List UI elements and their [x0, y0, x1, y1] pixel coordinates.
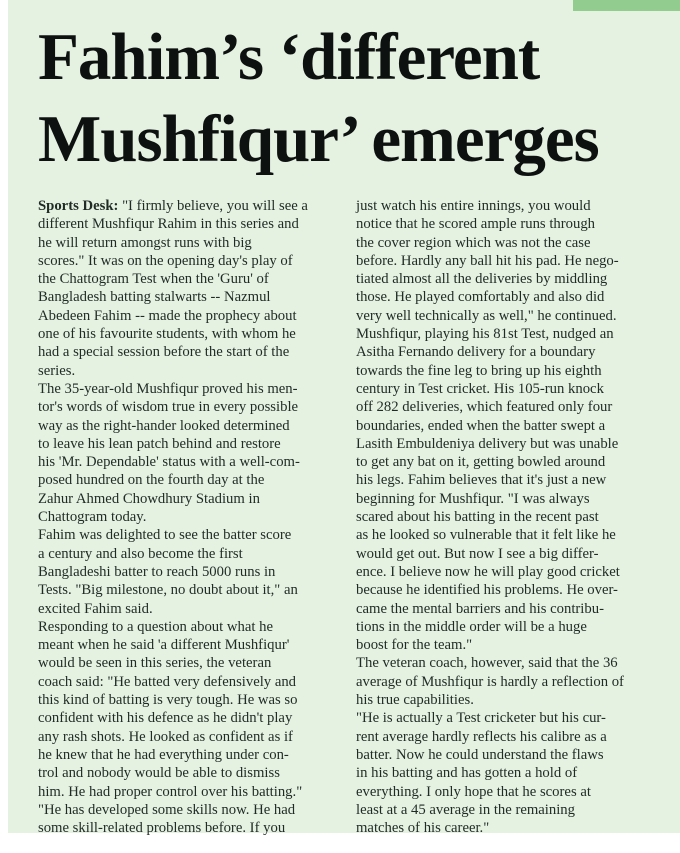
text-line: Abedeen Fahim -- made the prophecy about [38, 307, 297, 324]
text-line: trol and nobody would be able to dismiss [38, 765, 280, 782]
text-line: boundaries, ended when the batter swept a [356, 417, 606, 434]
text-line: towards the fine leg to bring up his eighth [356, 362, 602, 379]
text-line: those. He played comfortably and also did [356, 289, 605, 306]
text-line: average of Mushfiqur is hardly a reflection of [356, 673, 624, 690]
text-line: any rash shots. He looked as confident as if [38, 728, 293, 745]
text-line: he knew that he had everything under con- [38, 746, 289, 763]
text-line: tiated almost all the deliveries by middling [356, 271, 608, 288]
text-line: a century and also become the first [38, 545, 243, 562]
headline-line-2: Mushfiqur’ emerges [38, 102, 599, 176]
text-line: different Mushfiqur Rahim in this series and [38, 216, 299, 233]
text-line: Bangladesh batting stalwarts -- Nazmul [38, 289, 271, 306]
top-right-accent-bar [573, 0, 680, 11]
text-line: rent average hardly reflects his calibre as a [356, 728, 607, 745]
text-line: "He has developed some skills now. He had [38, 801, 296, 818]
text-line: The 35-year-old Mushfiqur proved his men- [38, 380, 298, 397]
text-line: Mushfiqur, playing his 81st Test, nudged an [356, 326, 614, 343]
text-line: his legs. Fahim believes that it's just a new [356, 472, 607, 489]
text-line: tor's words of wisdom true in every possible [38, 399, 299, 416]
text-line: one of his favourite students, with whom he [38, 326, 296, 343]
article-column-right [356, 197, 653, 837]
text-line: posed hundred on the fourth day at the [38, 472, 265, 489]
paragraph [38, 197, 335, 380]
paragraph [38, 526, 335, 617]
text-line: had a special session before the start of the [38, 344, 290, 361]
text-line: just watch his entire innings, you would [356, 198, 591, 214]
text-line: Sports Desk: "I firmly believe, you will see a [38, 198, 308, 214]
text-line: coach said: "He batted very defensively and [38, 673, 297, 690]
headline-line-1: Fahim’s ‘different [38, 20, 540, 94]
text-line: confident with his defence as he didn't play [38, 710, 293, 727]
article-column-left [38, 197, 335, 837]
text-line: Asitha Fernando delivery for a boundary [356, 344, 596, 361]
text-line: "He is actually a Test cricketer but his cur- [356, 710, 606, 727]
text-line: batter. Now he could understand the flaws [356, 746, 604, 763]
text-line: as he looked so vulnerable that it felt like he [356, 527, 616, 544]
text-line: ence. I believe now he will play good cricket [356, 563, 620, 580]
text-line: Zahur Ahmed Chowdhury Stadium in [38, 490, 260, 507]
text-line: Responding to a question about what he [38, 618, 273, 635]
text-line: his 'Mr. Dependable' status with a well-com- [38, 454, 300, 471]
text-line: him. He had proper control over his batting." [38, 783, 303, 800]
text-line: least at a 45 average in the remaining [356, 801, 575, 818]
text-line: tions in the middle order will be a huge [356, 618, 587, 635]
text-line: way as the right-hander looked determined [38, 417, 290, 434]
text-line: would be seen in this series, the veteran [38, 655, 272, 672]
byline-label: Sports Desk: [38, 198, 123, 214]
text-line: notice that he scored ample runs through [356, 216, 596, 233]
text-line: Chattogram today. [38, 509, 147, 526]
text-line: beginning for Mushfiqur. "I was always [356, 490, 590, 507]
text-line: to get any bat on it, getting bowled around [356, 454, 606, 471]
text-line: meant when he said 'a different Mushfiqur' [38, 637, 290, 654]
paragraph [356, 197, 653, 654]
text-line: series. [38, 362, 76, 379]
text-line: in his batting and has gotten a hold of [356, 765, 578, 782]
article-body [8, 180, 680, 837]
text-line: The veteran coach, however, said that the 36 [356, 655, 618, 672]
text-line: the Chattogram Test when the 'Guru' of [38, 271, 269, 288]
text-line: before. Hardly any ball hit his pad. He nego- [356, 252, 619, 269]
text-line: Tests. "Big milestone, no doubt about it," an [38, 582, 298, 599]
text-line: his true capabilities. [356, 692, 474, 709]
paragraph [356, 654, 653, 837]
text-line: Lasith Embuldeniya delivery but was unable [356, 435, 619, 452]
paragraph [38, 618, 335, 801]
text-line: came the mental barriers and his contribu- [356, 600, 604, 617]
newspaper-clipping [8, 0, 680, 837]
text-line: to leave his lean patch behind and restore [38, 435, 281, 452]
text-line: matches of his career." [356, 820, 490, 837]
text-line: some skill-related problems before. If you [38, 820, 286, 837]
text-line: scared about his batting in the recent past [356, 509, 599, 526]
headline [8, 0, 680, 180]
text-line: he will return amongst runs with big [38, 234, 252, 251]
text-line: boost for the team." [356, 637, 473, 654]
text-line: because he identified his problems. He over- [356, 582, 618, 599]
text-line: this kind of batting is very tough. He was so [38, 692, 298, 709]
paragraph [38, 380, 335, 526]
text-line: century in Test cricket. His 105-run knock [356, 380, 604, 397]
text-line: everything. I only hope that he scores at [356, 783, 591, 800]
text-line: very well technically as well," he continued. [356, 307, 617, 324]
text-line: Bangladeshi batter to reach 5000 runs in [38, 563, 276, 580]
text-line: Fahim was delighted to see the batter score [38, 527, 292, 544]
text-line: excited Fahim said. [38, 600, 153, 617]
text-line: off 282 deliveries, which featured only four [356, 399, 613, 416]
text-line: scores." It was on the opening day's play of [38, 252, 293, 269]
text-line: the cover region which was not the case [356, 234, 591, 251]
text-line: would get out. But now I see a big differ- [356, 545, 599, 562]
paragraph [38, 801, 335, 838]
